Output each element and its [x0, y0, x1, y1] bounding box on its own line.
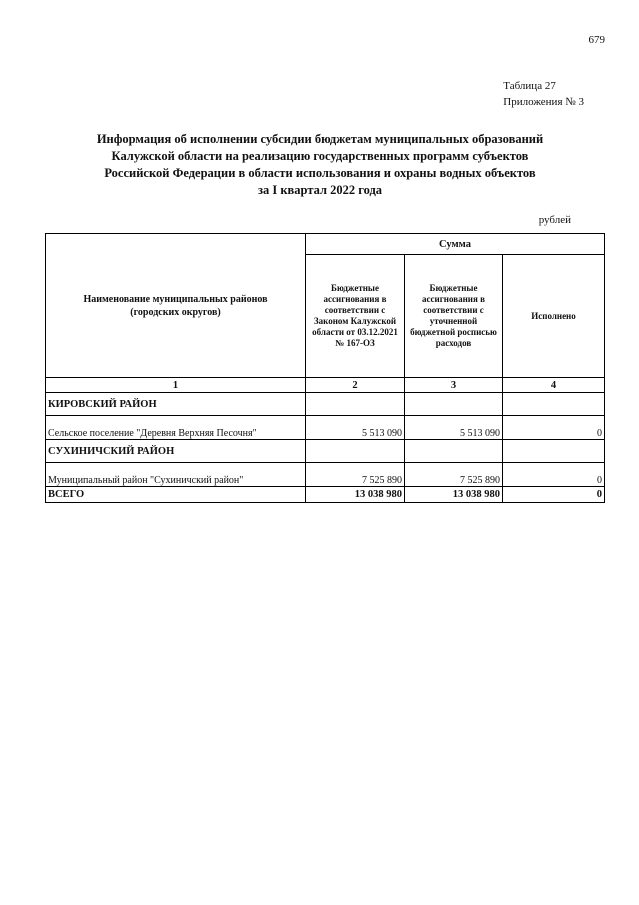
- page-number: 679: [588, 34, 605, 46]
- row-law-value: 7 525 890: [306, 463, 405, 487]
- column-number: 1: [46, 378, 306, 393]
- header-sum: Сумма: [306, 234, 605, 255]
- table-ref-line2: Приложения № 3: [503, 96, 584, 108]
- table-row: [46, 463, 605, 487]
- row-done-value: 0: [503, 463, 605, 487]
- district-row: [46, 393, 605, 416]
- empty-cell: [306, 440, 405, 463]
- total-row: [46, 487, 605, 503]
- column-number: 2: [306, 378, 405, 393]
- district-name: КИРОВСКИЙ РАЙОН: [46, 393, 306, 416]
- total-done-value: 0: [503, 487, 605, 503]
- title-line-3: Российской Федерации в области использования и охраны водных объектов: [104, 166, 536, 180]
- empty-cell: [306, 393, 405, 416]
- title-line-4: за I квартал 2022 года: [257, 183, 383, 197]
- total-law-value: 13 038 980: [306, 487, 405, 503]
- header-col3: Бюджетные ассигнования в соответствии с уточненной бюджетной росписью расходов: [405, 255, 503, 378]
- column-number: 3: [405, 378, 503, 393]
- table-row: [46, 416, 605, 440]
- row-name: Муниципальный район "Сухиничский район": [46, 463, 306, 487]
- total-plan-value: 13 038 980: [405, 487, 503, 503]
- column-number: 4: [503, 378, 605, 393]
- row-plan-value: 7 525 890: [405, 463, 503, 487]
- empty-cell: [503, 440, 605, 463]
- title-line-2: Калужской области на реализацию государственных программ субъектов: [111, 149, 529, 163]
- header-col2: Бюджетные ассигнования в соответствии с Законом Калужской области от 03.12.2021 № 167-ОЗ: [306, 255, 405, 378]
- total-label: ВСЕГО: [46, 487, 306, 503]
- report-table: [45, 233, 605, 503]
- district-name: СУХИНИЧСКИЙ РАЙОН: [46, 440, 306, 463]
- title-line-1: Информация об исполнении субсидии бюджетам муниципальных образований: [96, 132, 544, 146]
- table-reference: [503, 78, 584, 110]
- row-plan-value: 5 513 090: [405, 416, 503, 440]
- row-name: Сельское поселение "Деревня Верхняя Песочня": [46, 416, 306, 440]
- header-name: Наименование муниципальных районов (городских округов): [46, 234, 306, 378]
- table-ref-line1: Таблица 27: [503, 80, 556, 92]
- header-col4: Исполнено: [503, 255, 605, 378]
- column-numbers-row: [46, 378, 605, 393]
- empty-cell: [405, 393, 503, 416]
- document-title: [40, 131, 600, 199]
- empty-cell: [405, 440, 503, 463]
- row-done-value: 0: [503, 416, 605, 440]
- district-row: [46, 440, 605, 463]
- row-law-value: 5 513 090: [306, 416, 405, 440]
- units-label: рублей: [538, 214, 571, 226]
- empty-cell: [503, 393, 605, 416]
